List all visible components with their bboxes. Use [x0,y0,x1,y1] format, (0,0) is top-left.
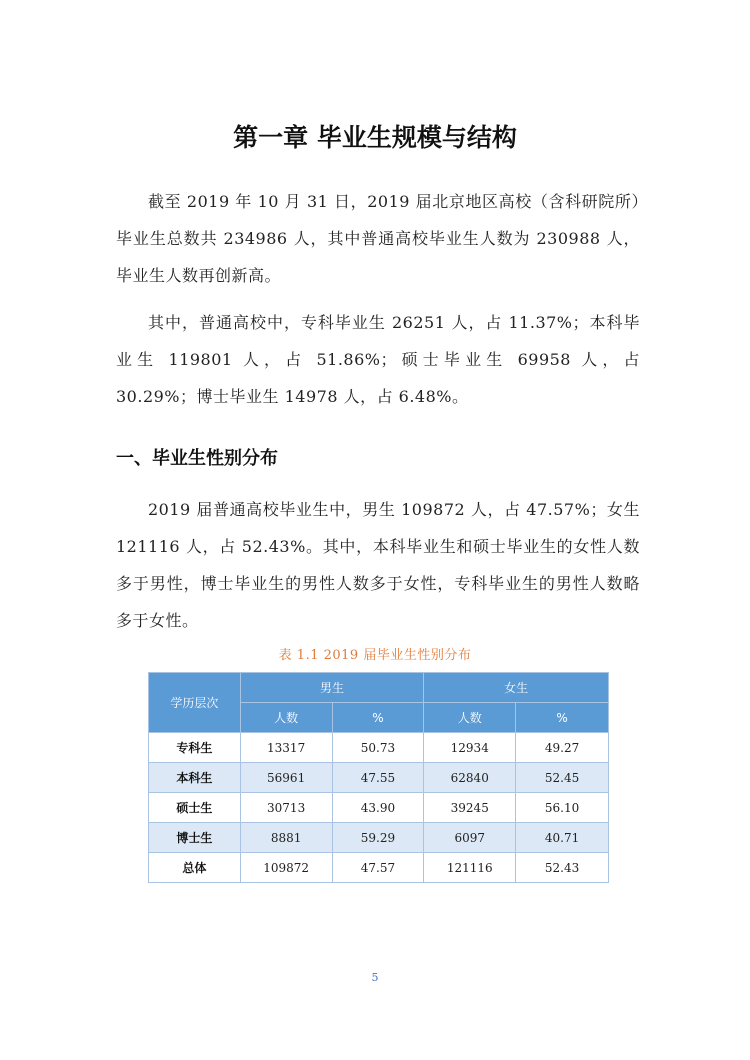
row-label: 专科生 [149,733,241,763]
body-paragraph: 其中，普通高校中，专科毕业生 26251 人，占 11.37%；本科毕业生 119801 人，占 51.86%；硕士毕业生 69958 人，占 30.29%；博士毕业生 14978 人，占 6.48%。 [116,313,640,406]
female-pct-cell: 52.43 [516,853,609,883]
female-count-cell: 12934 [424,733,516,763]
page-number: 5 [371,971,379,984]
header-education-level: 学历层次 [149,673,241,733]
male-pct-cell: 59.29 [332,823,424,853]
male-count-cell: 109872 [240,853,332,883]
row-label: 博士生 [149,823,241,853]
female-pct-cell: 40.71 [516,823,609,853]
male-count-cell: 8881 [240,823,332,853]
table-row [149,793,609,823]
male-pct-cell: 43.90 [332,793,424,823]
body-paragraph: 2019 届普通高校毕业生中，男生 109872 人，占 47.57%；女生 121116 人，占 52.43%。其中，本科毕业生和硕士毕业生的女性人数多于男性，博士毕业生的男性人数多于女性，专科毕业生的男性人数略多于女性。 [116,500,640,630]
male-count-cell: 13317 [240,733,332,763]
header-female-pct: % [516,703,609,733]
male-pct-cell: 50.73 [332,733,424,763]
female-pct-cell: 56.10 [516,793,609,823]
female-count-cell: 39245 [424,793,516,823]
header-female-count: 人数 [424,703,516,733]
female-count-cell: 62840 [424,763,516,793]
row-label: 总体 [149,853,241,883]
male-count-cell: 30713 [240,793,332,823]
table-caption: 表 1.1 2019 届毕业生性别分布 [278,648,472,663]
female-pct-cell: 49.27 [516,733,609,763]
male-pct-cell: 47.57 [332,853,424,883]
female-pct-cell: 52.45 [516,763,609,793]
chapter-title: 第一章 毕业生规模与结构 [233,123,517,152]
header-female: 女生 [424,673,609,703]
male-pct-cell: 47.55 [332,763,424,793]
table-row [149,733,609,763]
header-male-count: 人数 [240,703,332,733]
table-row [149,763,609,793]
table-row [149,823,609,853]
female-count-cell: 121116 [424,853,516,883]
header-male: 男生 [240,673,424,703]
male-count-cell: 56961 [240,763,332,793]
gender-distribution-table [148,672,609,883]
section-heading: 一、毕业生性别分布 [116,448,278,469]
row-label: 硕士生 [149,793,241,823]
female-count-cell: 6097 [424,823,516,853]
body-paragraph: 截至 2019 年 10 月 31 日，2019 届北京地区高校（含科研院所）毕业生总数共 234986 人，其中普通高校毕业生人数为 230988 人，毕业生人数再创新高。 [116,192,640,285]
table-row [149,853,609,883]
header-male-pct: % [332,703,424,733]
row-label: 本科生 [149,763,241,793]
